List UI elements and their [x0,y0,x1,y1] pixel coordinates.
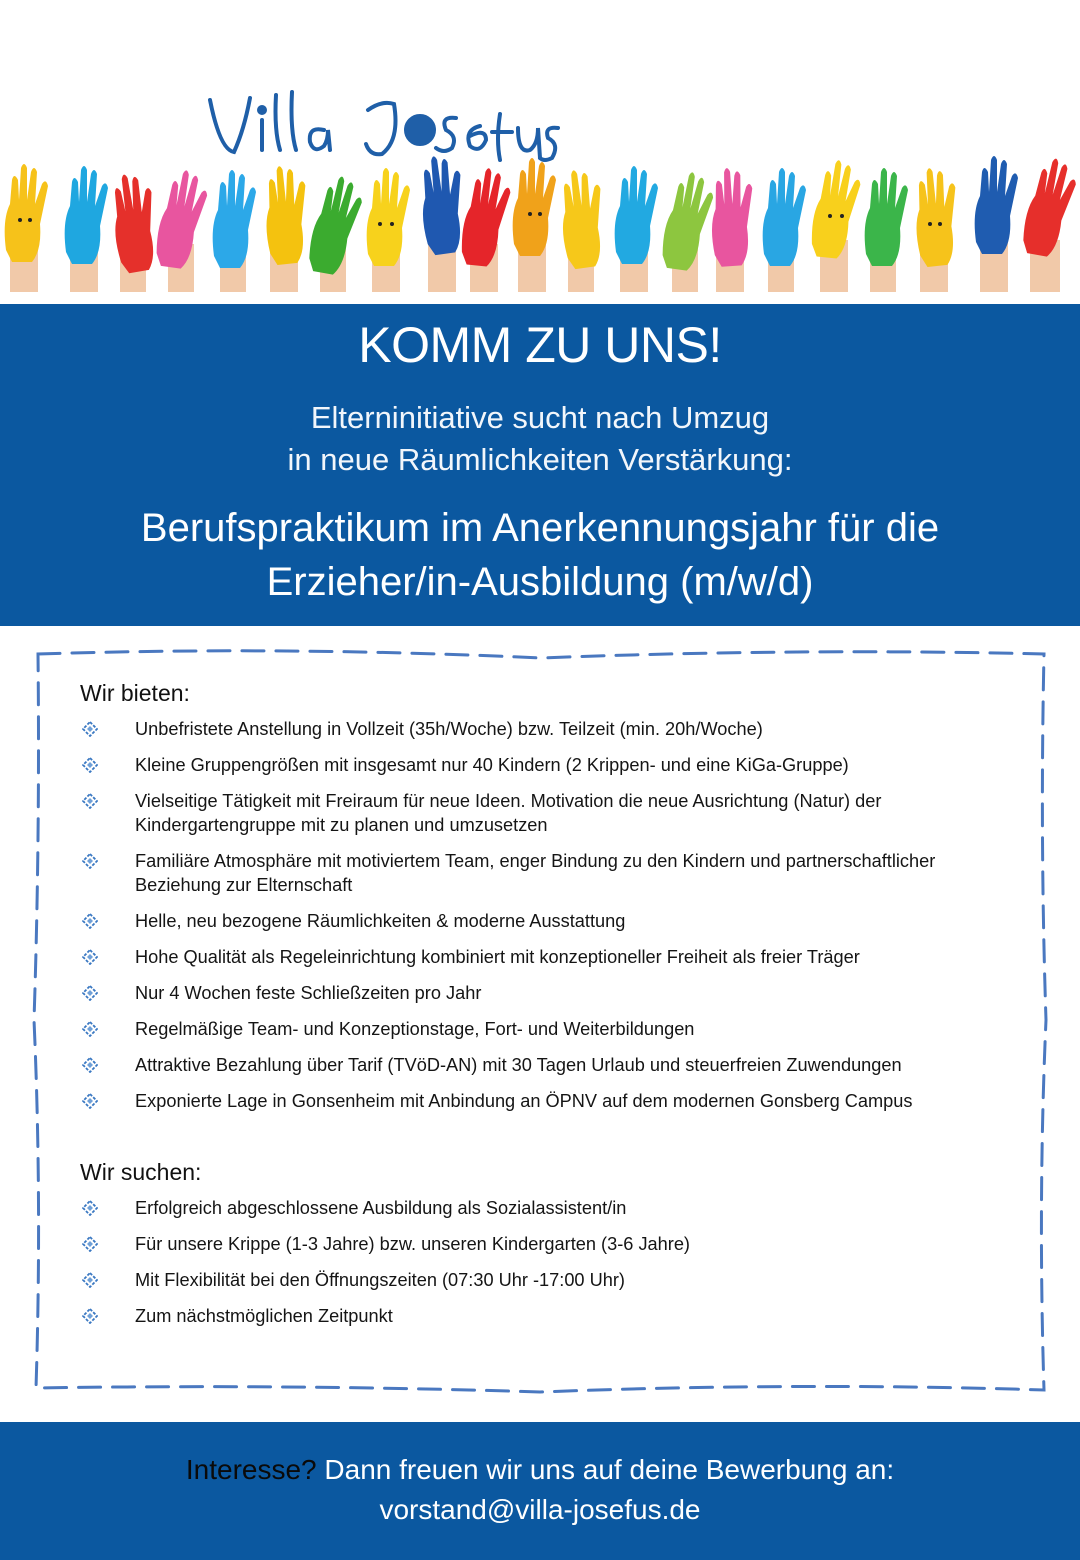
diamond-bullet-icon [82,1198,98,1214]
diamond-bullet-icon [82,911,98,927]
offer-list [80,717,1010,1113]
diamond-bullet-icon [82,791,98,807]
seek-item [80,1268,1010,1292]
offer-title: Wir bieten: [80,680,190,706]
seek-item-text: Zum nächstmöglichen Zeitpunkt [135,1306,393,1326]
position-title-line-2: Erzieher/in-Ausbildung (m/w/d) [266,560,814,604]
subtitle-line-1: Elterninitiative sucht nach Umzug [310,400,770,435]
diamond-bullet-icon [82,1270,98,1286]
seek-item [80,1196,1010,1220]
seek-item [80,1304,1010,1328]
offer-item [80,981,1010,1005]
diamond-bullet-icon [82,1306,98,1322]
seek-item-text: Erfolgreich abgeschlossene Ausbildung als Sozialassistent/in [135,1198,627,1218]
offer-item [80,909,1010,933]
offer-item [80,1017,1010,1041]
diamond-bullet-icon [82,1091,98,1107]
offer-item-text: Vielseitige Tätigkeit mit Freiraum für neue Ideen. Motivation die neue Ausrichtung (Natur) der Kindergartengruppe mit zu planen und umzusetzen [135,791,882,835]
seek-list [80,1196,1010,1328]
offer-item [80,1053,1010,1077]
diamond-bullet-icon [82,983,98,999]
offer-item-text: Kleine Gruppengrößen mit insgesamt nur 40 Kindern (2 Krippen- und eine KiGa-Gruppe) [135,755,849,775]
diamond-bullet-icon [82,947,98,963]
seek-item [80,1232,1010,1256]
footer-text: Dann freuen wir uns auf deine Bewerbung an: [316,1454,895,1485]
offer-item-text: Nur 4 Wochen feste Schließzeiten pro Jahr [135,983,482,1003]
header [0,0,1080,292]
seek-item-text: Mit Flexibilität bei den Öffnungszeiten (07:30 Uhr -17:00 Uhr) [135,1270,625,1290]
footer-cta [0,1454,1080,1486]
footer-keyword: Interesse? [185,1454,317,1485]
diamond-bullet-icon [82,1019,98,1035]
offer-item [80,1089,1010,1113]
footer [0,1422,1080,1560]
diamond-bullet-icon [82,719,98,735]
painted-hands-illustration [0,140,1080,292]
offer-item-text: Regelmäßige Team- und Konzeptionstage, Fort- und Weiterbildungen [135,1019,695,1039]
offer-item [80,717,1010,741]
offer-item-text: Familiäre Atmosphäre mit motiviertem Team, enger Bindung zu den Kindern und partnerschaftlicher Beziehung zur Elternschaft [135,851,936,895]
diamond-bullet-icon [82,755,98,771]
diamond-bullet-icon [82,1234,98,1250]
subtitle-line-2: in neue Räumlichkeiten Verstärkung: [287,442,793,477]
contact-email[interactable]: vorstand@villa-josefus.de [379,1494,701,1525]
position-title-line-1: Berufspraktikum im Anerkennungsjahr für die [140,506,940,550]
seek-title: Wir suchen: [80,1159,202,1185]
diamond-bullet-icon [82,851,98,867]
diamond-bullet-icon [82,1055,98,1071]
headline-banner [0,304,1080,626]
offer-item-text: Exponierte Lage in Gonsenheim mit Anbindung an ÖPNV auf dem modernen Gonsberg Campus [135,1091,913,1111]
seek-item-text: Für unsere Krippe (1-3 Jahre) bzw. unseren Kindergarten (3-6 Jahre) [135,1234,690,1254]
offer-item [80,849,1010,897]
offer-item-text: Unbefristete Anstellung in Vollzeit (35h/Woche) bzw. Teilzeit (min. 20h/Woche) [135,719,763,739]
offer-item-text: Hohe Qualität als Regeleinrichtung kombiniert mit konzeptioneller Freiheit als freier Träger [135,947,860,967]
offer-item [80,945,1010,969]
headline: KOMM ZU UNS! [358,317,722,373]
offer-item [80,753,1010,777]
offer-item-text: Helle, neu bezogene Räumlichkeiten & moderne Ausstattung [135,911,626,931]
content [80,680,1010,1340]
offer-item [80,789,1010,837]
offer-item-text: Attraktive Bezahlung über Tarif (TVöD-AN) mit 30 Tagen Urlaub und steuerfreien Zuwendungen [135,1055,902,1075]
